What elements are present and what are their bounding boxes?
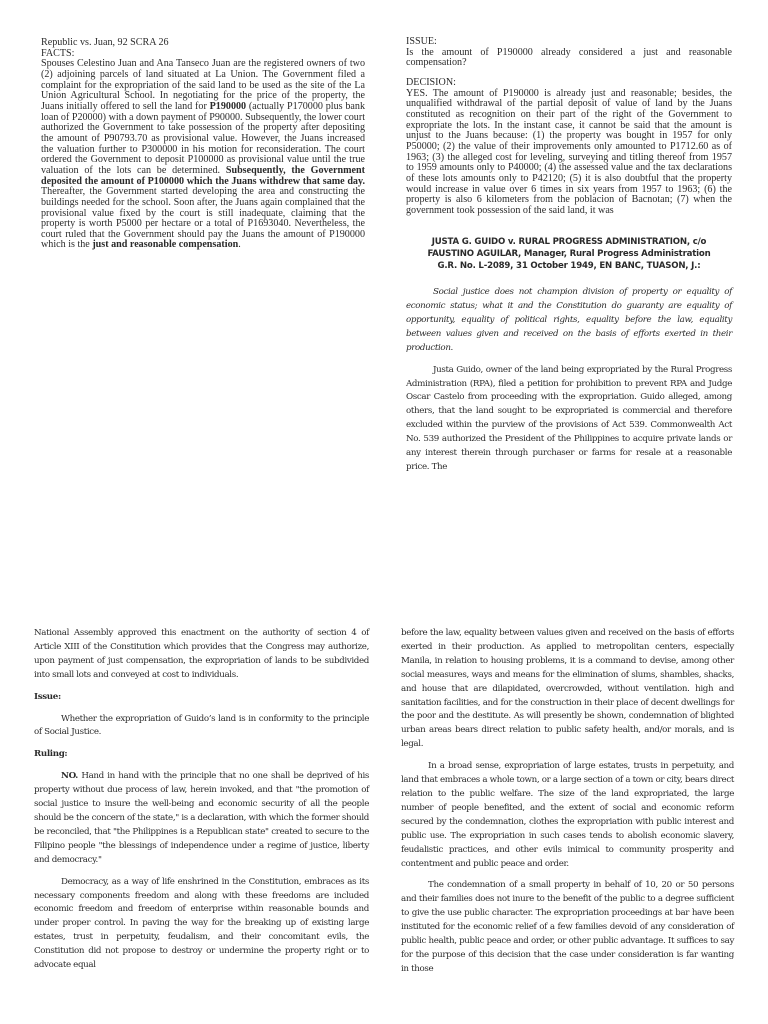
guido-ruling-continuation: before the law, equality between values given and received on the basis of efforts exerted in their production. As applied to metropolitan centers, especially Manila, in relation to housing problems, it is a command to devise, among other social measures, ways and means for the elimination of slums, shambles, shacks, and house that are dilapidated, overcrowded, without ventilation. high and sanitation facilities, and for the construction in their place of decent dwellings for the poor and the destitute. As will presently be shown, condemnation of blighted urban areas bears direct relation to public safety health, and/or morals, and is legal. [401,628,734,750]
issue-label: ISSUE: [406,36,437,47]
column-guido-issue-ruling [34,627,369,973]
guido-small-property-paragraph: The condemnation of a small property in behalf of 10, 20 or 50 persons and their families does not inure to the benefit of the public to a degree sufficient to give the use public character. The expropriation proceedings at bar have been instituted for the economic relief of a few families devoid of any consideration of public health, public peace and order, or other public advantage. It suffices to say for the purpose of this decision that the case under consideration is far wanting in those [401,880,734,974]
page-bottom [0,622,768,1024]
decision-text: YES. The amount of P190000 is already just and reasonable; besides, the unqualified withdrawal of the partial deposit of value of land by the Juans constituted as recognition on their part of the right of the Government to expropriate the lots. In the instant case, it cannot be said that the amount is unjust to the Juans because: (1) the property was bought in 1957 for only P50000; (2) the value of their improvements only amounted to P1712.60 as of 1963; (3) the alleged cost for leveling, surveying and titling thereof from 1957 to 1959 amounts only to P40000; (4) the assessed value and the tax declarations of these lots amounts only to P42120; (5) it is also doubtful that the property would increase in value over 6 times in six years from 1957 to 1963; (6) the property is also 6 kilometers from the poblacion of Bacnotan; (7) when the government took possession of the said land, it was [406,87,732,216]
facts-label: FACTS: [41,47,75,59]
guido-issue-label: Issue: [34,691,61,702]
guido-issue-text: Whether the expropriation of Guido’s land is in conformity to the principle of Social Justice. [34,713,369,738]
case-title: Republic vs. Juan, 92 SCRA 26 [41,37,169,48]
guido-case-heading: JUSTA G. GUIDO v. RURAL PROGRESS ADMINISTRATION, c/o FAUSTINO AGUILAR, Manager, Rural Progress Administration G.R. No. L-2089, 31 October 1949, EN BANC, TUASON, J.: [427,236,711,271]
decision-label: DECISION: [406,76,456,88]
guido-continuation: National Assembly approved this enactment on the authority of section 4 of Article XIII of the Constitution which provides that the Congress may authorize, upon payment of just compensation, the expropriation of lands to be subdivided into small lots and conveyed at cost to individuals. [34,628,369,680]
column-republic-vs-juan [41,38,365,251]
guido-ruling-text: NO. Hand in hand with the principle that no one shall be deprived of his property without due process of law, herein invoked, and that "the promotion of social justice to insure the well-being and economic security of all the people should be the concern of the state," is a declaration, with which the former should be reconciled, that "the Philippines is a Republican state" created to secure to the Filipino people "the blessings of independence under a regime of justice, liberty and democracy." [34,771,369,865]
guido-facts-paragraph: Justa Guido, owner of the land being expropriated by the Rural Progress Administration (RPA), filed a petition for prohibition to prevent RPA and Judge Oscar Castelo from proceeding with the expropriation. Guido alleged, among others, that the land sought to be expropriated is commercial and therefore excluded within the purview of the provisions of Act 539. Commonwealth Act No. 539 authorized the President of the Philippines to acquire private lands or any interest therein through purchaser or farms for resale at a reasonable price. The [406,364,732,472]
guido-epigraph: Social justice does not champion division of property or equality of economic status; what it and the Constitution do guaranty are equality of opportunity, equality of political rights, equality before the law, equality between values given and received on the basis of efforts exerted in their production. [406,287,732,353]
issue-text: Is the amount of P190000 already considered a just and reasonable compensation? [406,46,732,69]
guido-ruling-label: Ruling: [34,749,68,760]
facts-paragraph: Spouses Celestino Juan and Ana Tanseco Juan are the registered owners of two (2) adjoining parcels of land situated at La Union. The Government filed a complaint for the expropriation of the said land to be used as the site of the La Union Agricultural School. In negotiating for the price of the property, the Juans initially offered to sell the land for P190000 (actually P170000 plus bank loan of P20000) with a down payment of P90000. Subsequently, the lower court authorized the Government to take possession of the property after depositing the amount of P90793.70 as provisional value. However, the Juans increased the valuation further to P300000 in his motion for reconsideration. The court ordered the Government to deposit P100000 as provisional value until the true valuation of the lots can be determined. Subsequently, the Government deposited the amount of P100000 which the Juans withdrew that same day. Thereafter, the Government started developing the area and constructing the buildings needed for the school. Soon after, the Juans again complained that the provisional value fixed by the court is still inadequate, claiming that the property is worth P5000 per hectare or a total of P1693040. Nevertheless, the court ruled that the Government should pay the Juans the amount of P190000 which is the just and reasonable compensation. [41,58,365,251]
column-issue-decision [406,37,732,475]
column-guido-ruling-continued [401,627,734,977]
guido-democracy-paragraph: Democracy, as a way of life enshrined in the Constitution, embraces as its necessary components freedom and along with these freedoms are included economic freedom and freedom of enterprise within reasonable bounds and under proper control. In paving the way for the breaking up of existing large estates, trust in perpetuity, feudalism, and their concomitant evils, the Constitution did not propose to destroy or undermine the property right or to advocate equal [34,876,369,971]
guido-broad-sense-paragraph: In a broad sense, expropriation of large estates, trusts in perpetuity, and land that embraces a whole town, or a large section of a town or city, bears direct relation to the public welfare. The size of the land expropriated, the large number of people benefited, and the extent of social and economic reform secured by the condemnation, clothes the expropriation with public interest and public use. The expropriation in such cases tends to abolish economic slavery, feudalistic practices, and other evils inimical to community prosperity and contentment and public peace and order. [401,761,734,869]
